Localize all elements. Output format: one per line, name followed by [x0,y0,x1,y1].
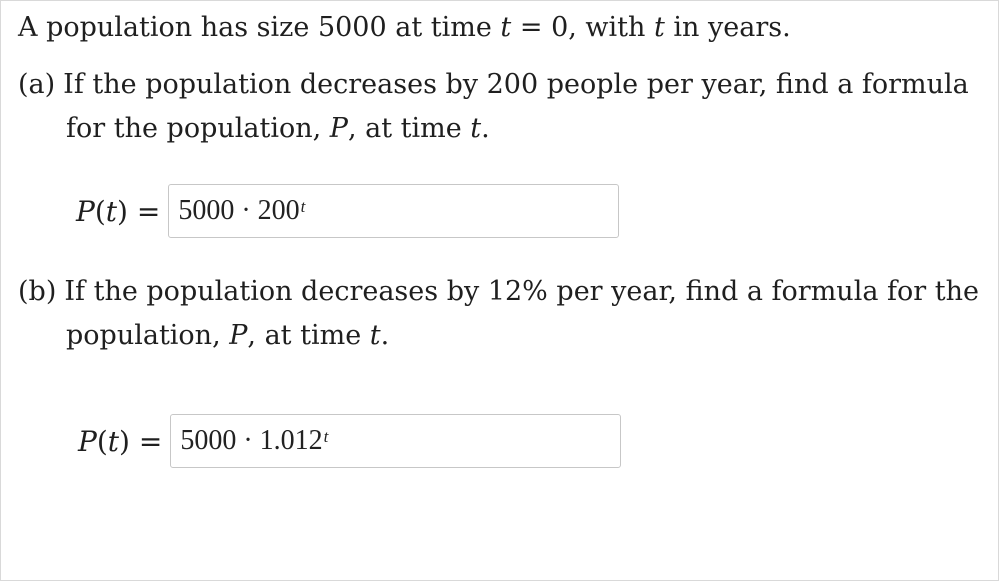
part-b-line2 [18,314,979,358]
part-b-paren-close: ) = [119,424,163,458]
part-b-line1: If the population decreases by 12% per year, find a formula for the [64,276,979,307]
part-b-line2-mid: , at time [247,320,370,351]
part-a-answer-input[interactable] [168,184,619,238]
part-b-answer-row [78,414,621,468]
part-a-question [18,63,969,151]
part-a-paren-close: ) = [117,194,161,228]
part-b-line2-text: population, [66,320,230,351]
part-a-variable-p: P [329,113,348,144]
intro-variable-t: t [500,12,512,43]
part-b-paren-open: ( [96,424,108,458]
part-a-line2-text: for the population, [66,113,330,144]
problem-intro [18,10,791,46]
part-a-answer-row [76,184,619,238]
part-b-variable-t: t [369,320,381,351]
part-b-question [18,270,979,358]
part-a-label: (a) [18,69,56,100]
part-a-fn-var: t [105,194,118,228]
part-a-line2-end: . [481,113,490,144]
part-a-answer-value: 5000 · 200 [178,195,300,226]
part-b-fn-name: P [78,424,97,458]
part-b-fn-var: t [107,424,120,458]
part-b-answer-value: 5000 · 1.012 [180,425,323,456]
part-b-answer-input[interactable] [170,414,621,468]
part-a-variable-t: t [470,113,482,144]
intro-text-end: in years. [664,12,791,43]
part-a-fn-name: P [76,194,95,228]
part-a-paren-open: ( [94,194,106,228]
part-b-line2-end: . [380,320,390,351]
part-a-line2-mid: , at time [347,113,471,144]
part-a-answer-label [76,195,160,228]
part-a-line1: If the population decreases by 200 people per year, find a formula [63,69,969,100]
intro-text-equation: = 0, with [511,12,654,43]
intro-text: A population has size 5000 at time [18,12,501,43]
part-b-answer-label [78,425,162,458]
part-b-label: (b) [18,276,57,307]
part-b-answer-exponent: t [323,427,329,446]
intro-variable-t-2: t [653,12,665,43]
part-a-line2 [18,107,969,151]
part-b-variable-p: P [229,320,248,351]
part-a-answer-exponent: t [300,197,306,216]
